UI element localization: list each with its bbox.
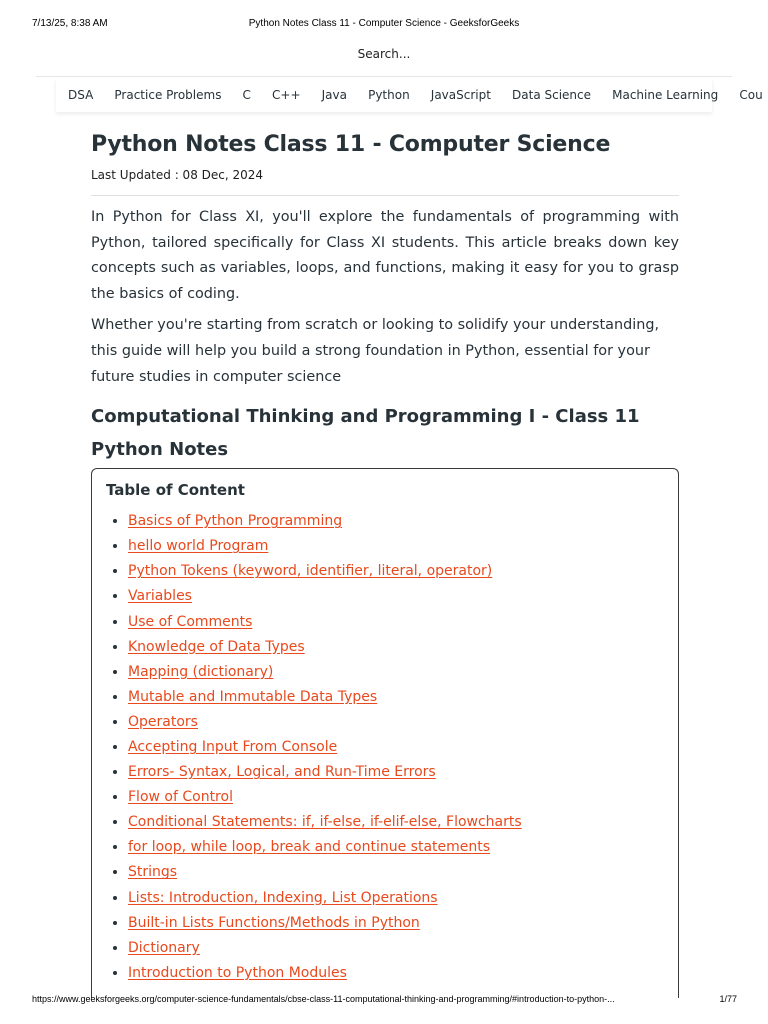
- page-title: Python Notes Class 11 - Computer Science: [91, 132, 611, 157]
- toc-item: [128, 635, 664, 660]
- toc-item: [128, 584, 664, 609]
- print-header: [0, 0, 768, 30]
- table-of-contents: [91, 468, 679, 998]
- toc-link-comments[interactable]: Use of Comments: [128, 613, 253, 630]
- title-divider: [91, 195, 679, 196]
- print-page-title: Python Notes Class 11 - Computer Science - GeeksforGeeks: [248, 18, 520, 29]
- intro-paragraph-2: Whether you're starting from scratch or looking to solidify your understanding, this guide will help you build a strong foundation in Python, essential for your future studies in computer science: [91, 317, 660, 385]
- nav-item-javascript[interactable]: JavaScript: [430, 88, 491, 102]
- toc-item: [128, 760, 664, 785]
- nav-item-courses[interactable]: Cou: [739, 88, 763, 102]
- toc-item: [128, 660, 664, 685]
- toc-item: [128, 610, 664, 635]
- toc-link-lists[interactable]: Lists: Introduction, Indexing, List Operations: [128, 889, 438, 906]
- toc-link-modules[interactable]: Introduction to Python Modules: [128, 964, 347, 981]
- toc-link-tokens[interactable]: Python Tokens (keyword, identifier, literal, operator): [128, 563, 493, 580]
- nav-item-machine-learning[interactable]: Machine Learning: [612, 88, 719, 102]
- toc-item: [128, 710, 664, 735]
- nav-item-practice-problems[interactable]: Practice Problems: [114, 88, 222, 102]
- page-number: 1/77: [719, 994, 737, 1004]
- toc-item: [128, 961, 664, 986]
- toc-item: [128, 886, 664, 911]
- toc-link-basics[interactable]: Basics of Python Programming: [128, 513, 343, 530]
- nav-item-dsa[interactable]: DSA: [68, 88, 94, 102]
- toc-item: [128, 835, 664, 860]
- toc-link-mapping[interactable]: Mapping (dictionary): [128, 663, 274, 680]
- nav-item-data-science[interactable]: Data Science: [512, 88, 592, 102]
- toc-item: [128, 860, 664, 885]
- article-content: [91, 126, 679, 998]
- toc-item: [128, 559, 664, 584]
- intro-paragraph: In Python for Class XI, you'll explore the fundamentals of programming with Python, tailored specifically for Class XI students. This article breaks down key concepts such as variables, loops, and functions, making it easy for you to grasp the basics of coding.: [91, 209, 679, 302]
- nav-item-java[interactable]: Java: [321, 88, 347, 102]
- toc-link-input[interactable]: Accepting Input From Console: [128, 739, 338, 755]
- toc-item: [128, 685, 664, 710]
- header-divider: [36, 76, 732, 77]
- toc-list: [106, 509, 664, 986]
- toc-item: [128, 911, 664, 936]
- toc-link-dictionary[interactable]: Dictionary: [128, 939, 200, 956]
- toc-link-mutable[interactable]: Mutable and Immutable Data Types: [128, 688, 378, 705]
- last-updated: Last Updated : 08 Dec, 2024: [91, 168, 264, 182]
- toc-item: [128, 735, 664, 760]
- toc-link-operators[interactable]: Operators: [128, 713, 198, 730]
- toc-item: [128, 810, 664, 835]
- toc-link-hello-world[interactable]: hello world Program: [128, 538, 269, 555]
- toc-link-strings[interactable]: Strings: [128, 864, 178, 881]
- toc-title: Table of Content: [106, 481, 245, 500]
- print-url: https://www.geeksforgeeks.org/computer-science-fundamentals/cbse-class-11-computational-thinking-and-programming/#introduction-to-python-...: [32, 994, 615, 1004]
- nav-item-c[interactable]: C: [242, 88, 251, 102]
- print-datetime: 7/13/25, 8:38 AM: [32, 18, 108, 29]
- toc-link-list-methods[interactable]: Built-in Lists Functions/Methods in Python: [128, 914, 420, 931]
- section-heading: Computational Thinking and Programming I - Class 11 Python Notes: [91, 406, 640, 461]
- toc-item: [128, 509, 664, 534]
- top-navbar: [56, 78, 763, 112]
- toc-item: [128, 785, 664, 810]
- search-field[interactable]: Search...: [357, 47, 411, 61]
- toc-link-variables[interactable]: Variables: [128, 588, 192, 605]
- toc-item: [128, 534, 664, 559]
- toc-item: [128, 936, 664, 961]
- toc-link-flow-control[interactable]: Flow of Control: [128, 789, 233, 806]
- nav-item-cpp[interactable]: C++: [272, 88, 301, 102]
- toc-link-loops[interactable]: for loop, while loop, break and continue statements: [128, 839, 491, 856]
- toc-link-errors[interactable]: Errors- Syntax, Logical, and Run-Time Errors: [128, 764, 436, 781]
- nav-item-python[interactable]: Python: [368, 88, 410, 102]
- toc-link-conditionals[interactable]: Conditional Statements: if, if-else, if-elif-else, Flowcharts: [128, 814, 522, 831]
- toc-link-data-types[interactable]: Knowledge of Data Types: [128, 638, 305, 655]
